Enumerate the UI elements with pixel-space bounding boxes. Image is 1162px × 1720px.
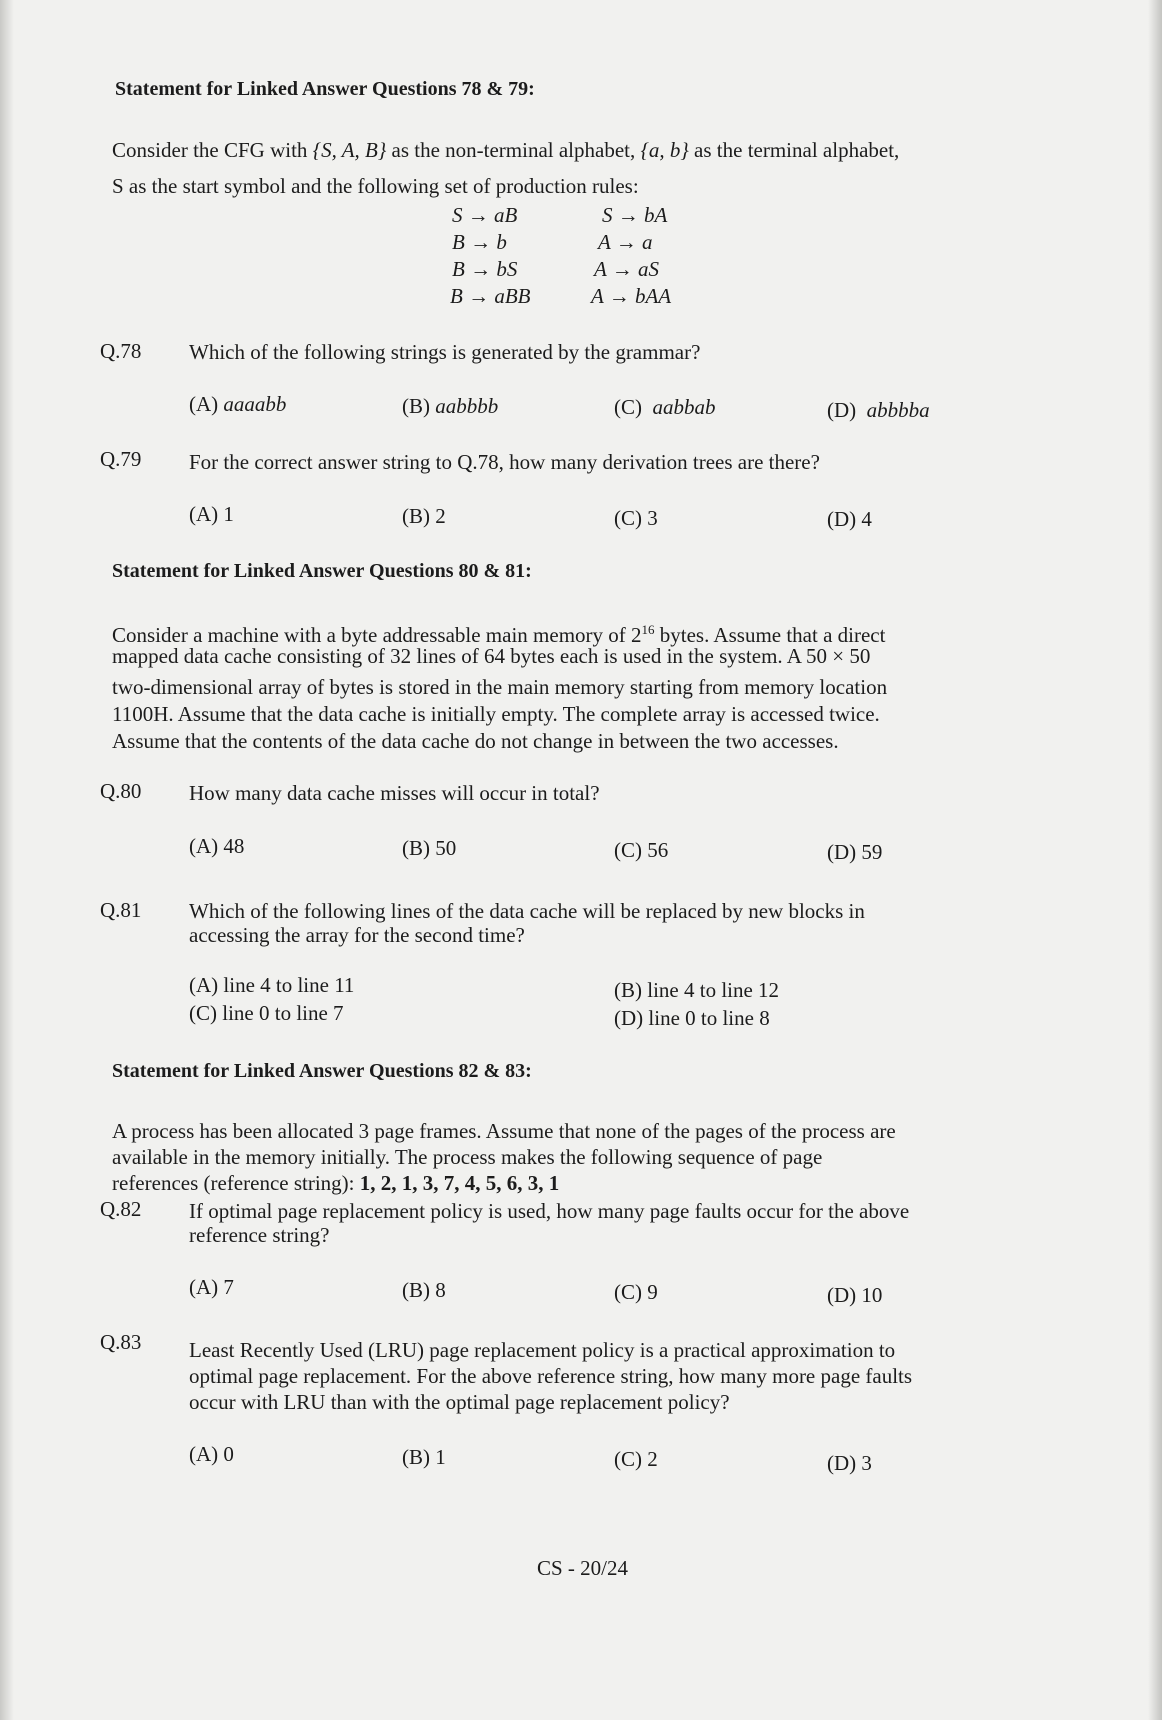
answer-option[interactable]: (B) 2 — [402, 504, 446, 528]
answer-option[interactable]: (D) line 0 to line 8 — [614, 1006, 770, 1030]
production-rule: A → aS — [594, 257, 659, 281]
cache-statement-line5: Assume that the contents of the data cache do not change in between the two accesses. — [112, 729, 839, 753]
cache-statement-line2: mapped data cache consisting of 32 lines of 64 bytes each is used in the system. A 50 × 50 — [112, 644, 871, 668]
question-text-line1: If optimal page replacement policy is used, how many page faults occur for the above — [189, 1199, 910, 1223]
question-number: Q.80 — [100, 779, 142, 803]
cache-statement-line3: two-dimensional array of bytes is stored in the main memory starting from memory location — [112, 675, 888, 699]
question-number: Q.79 — [100, 447, 142, 471]
answer-option[interactable]: (D) 4 — [827, 507, 872, 531]
question-text-line2: reference string? — [189, 1223, 330, 1247]
question-number: Q.83 — [100, 1330, 142, 1354]
answer-option[interactable]: (B) line 4 to line 12 — [614, 978, 780, 1002]
production-rule: A → bAA — [591, 284, 672, 308]
reference-string: 1, 2, 1, 3, 7, 4, 5, 6, 3, 1 — [359, 1171, 560, 1195]
production-rule: B → b — [452, 230, 507, 254]
section-heading-78-79: Statement for Linked Answer Questions 78 & 79: — [115, 78, 535, 100]
question-text-line2: accessing the array for the second time? — [189, 923, 525, 947]
paging-statement-line1: A process has been allocated 3 page frames. Assume that none of the pages of the process are — [112, 1119, 896, 1143]
section-heading-80-81: Statement for Linked Answer Questions 80 & 81: — [112, 560, 532, 582]
cfg-intro-line2: S as the start symbol and the following set of production rules: — [112, 174, 639, 198]
terminal-set: {a, b} — [640, 138, 689, 162]
question-number: Q.82 — [100, 1197, 142, 1221]
section-heading-82-83: Statement for Linked Answer Questions 82 & 83: — [112, 1060, 532, 1082]
question-text: How many data cache misses will occur in total? — [189, 781, 600, 805]
production-rule: S → aB — [452, 203, 518, 227]
nonterminal-set: {S, A, B} — [312, 138, 387, 162]
page-number: CS - 20/24 — [537, 1556, 629, 1580]
question-text: Which of the following strings is generated by the grammar? — [189, 340, 701, 364]
answer-option[interactable]: (D) 3 — [827, 1451, 872, 1475]
answer-option[interactable]: (A) 1 — [189, 502, 234, 526]
answer-option[interactable]: (D) 10 — [827, 1283, 883, 1307]
answer-option[interactable]: (A) 48 — [189, 834, 245, 858]
production-rule: B → bS — [452, 257, 518, 281]
answer-option[interactable]: (C) line 0 to line 7 — [189, 1001, 344, 1025]
left-page-edge — [0, 0, 14, 1720]
production-rule: A → a — [598, 230, 653, 254]
cache-statement-line4: 1100H. Assume that the data cache is initially empty. The complete array is accessed twice. — [112, 702, 880, 726]
answer-option[interactable]: (B) aabbbb — [402, 394, 499, 418]
question-text: For the correct answer string to Q.78, how many derivation trees are there? — [189, 450, 820, 474]
answer-option[interactable]: (A) line 4 to line 11 — [189, 973, 355, 997]
answer-option[interactable]: (C) 9 — [614, 1280, 658, 1304]
production-rule: B → aBB — [450, 284, 531, 308]
answer-option[interactable]: (C) 3 — [614, 506, 658, 530]
answer-option[interactable]: (C) 56 — [614, 838, 669, 862]
answer-option[interactable]: (B) 1 — [402, 1445, 446, 1469]
production-rule: S → bA — [602, 203, 668, 227]
answer-option[interactable]: (B) 8 — [402, 1278, 446, 1302]
question-text-line1: Which of the following lines of the data cache will be replaced by new blocks in — [189, 899, 865, 923]
question-text-line2: optimal page replacement. For the above reference string, how many more page faults — [189, 1364, 913, 1388]
paging-statement-line2: available in the memory initially. The process makes the following sequence of page — [112, 1145, 823, 1169]
answer-option[interactable]: (C) 2 — [614, 1447, 658, 1471]
answer-option[interactable]: (B) 50 — [402, 836, 457, 860]
answer-option[interactable]: (A) 7 — [189, 1275, 234, 1299]
answer-option[interactable]: (D) 59 — [827, 840, 883, 864]
question-text-line1: Least Recently Used (LRU) page replacement policy is a practical approximation to — [189, 1338, 896, 1362]
question-number: Q.78 — [100, 339, 142, 363]
answer-option[interactable]: (A) 0 — [189, 1442, 234, 1466]
cfg-intro-line1: Consider the CFG with {S, A, B} as the non-terminal alphabet, {a, b} as the terminal alphabet, — [112, 138, 900, 162]
answer-option[interactable]: (D) abbbba — [827, 398, 930, 422]
question-number: Q.81 — [100, 898, 142, 922]
cache-statement-line1: Consider a machine with a byte addressable main memory of $2^{16}$ bytes. Assume that a direct — [112, 622, 886, 647]
question-text-line3: occur with LRU than with the optimal page replacement policy? — [189, 1390, 730, 1414]
answer-option[interactable]: (A) aaaabb — [189, 392, 287, 416]
answer-option[interactable]: (C) aabbab — [614, 395, 716, 419]
right-page-edge — [1148, 0, 1162, 1720]
paging-statement-line3: references (reference string): 1, 2, 1, 3, 7, 4, 5, 6, 3, 1 — [112, 1171, 560, 1195]
